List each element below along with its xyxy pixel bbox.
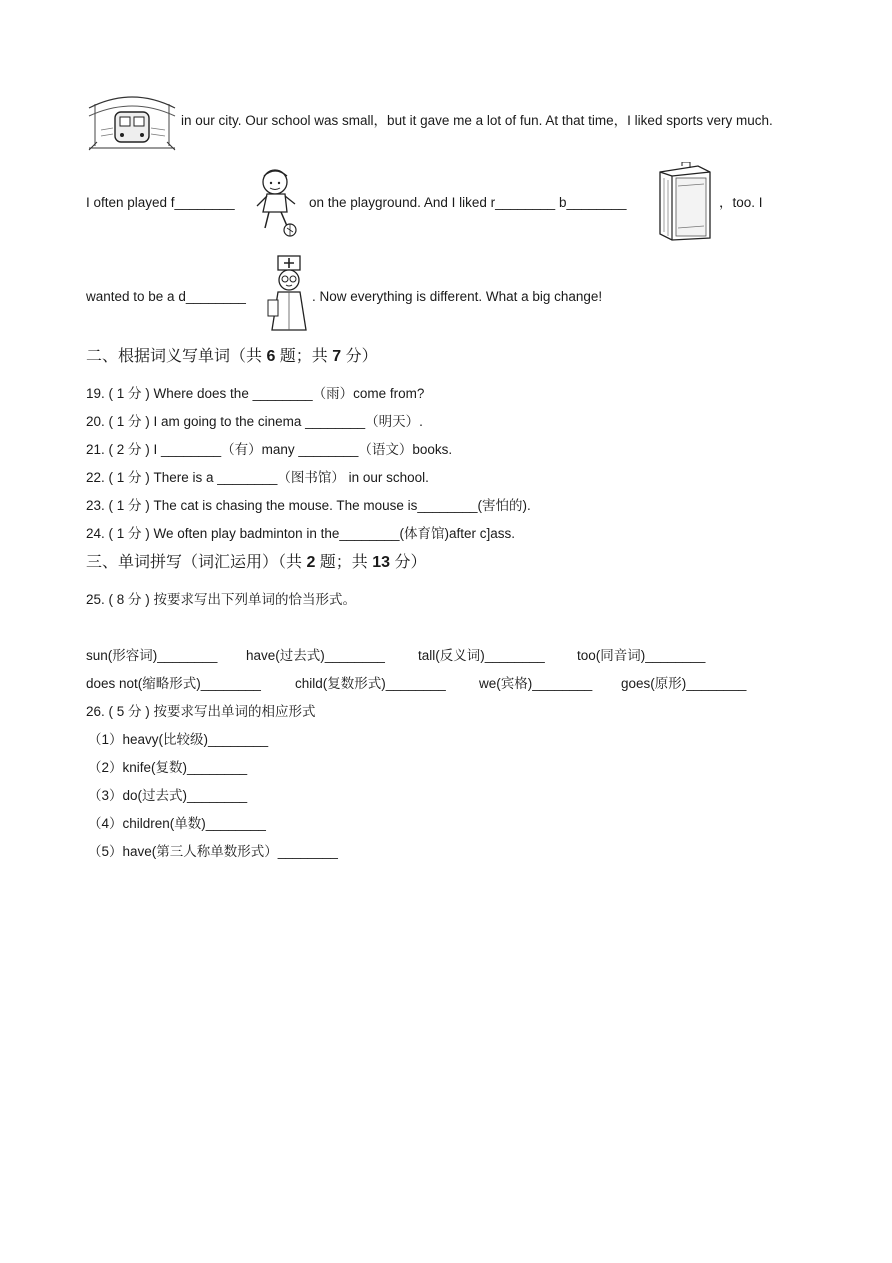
passage-line-3b: . Now everything is different. What a big change! [312,289,603,304]
question-20: 20. ( 1 分 ) I am going to the cinema ________（明天）. [86,414,423,429]
q25-item-does-not: does not(缩略形式)________ [86,676,261,691]
books-icon [654,162,716,242]
q25-item-tall: tall(反义词)________ [418,648,545,663]
passage-line-2a: I often played f________ [86,195,235,210]
section-2-heading: 二、根据词义写单词（共 6 题；共 7 分） [86,348,378,365]
q26-item-3: （3）do(过去式)________ [88,788,248,803]
q26-item-4: （4）children(单数)________ [88,816,266,831]
section-3-heading: 三、单词拼写（词汇运用）（共 2 题；共 13 分） [86,554,427,571]
passage-line-2c: ，too. I [719,195,763,210]
question-25-stem: 25. ( 8 分 ) 按要求写出下列单词的恰当形式。 [86,592,357,607]
q25-item-sun: sun(形容词)________ [86,648,218,663]
boy-playing-football-icon [255,166,301,240]
question-22: 22. ( 1 分 ) There is a ________（图书馆） in our school. [86,470,429,485]
passage-line-1: in our city. Our school was small，but it gave me a lot of fun. At that time，I liked sports very much. [181,113,773,128]
question-23: 23. ( 1 分 ) The cat is chasing the mouse. The mouse is________(害怕的). [86,498,531,513]
question-26-stem: 26. ( 5 分 ) 按要求写出单词的相应形式 [86,704,316,719]
q26-item-5: （5）have(第三人称单数形式）________ [88,844,338,859]
subway-train-icon [87,90,177,152]
q25-item-have: have(过去式)________ [246,648,385,663]
question-21: 21. ( 2 分 ) I ________（有）many ________（语文）books. [86,442,453,457]
question-24: 24. ( 1 分 ) We often play badminton in the________(体育馆)after c]ass. [86,526,515,541]
q25-item-goes: goes(原形)________ [621,676,747,691]
q25-item-child: child(复数形式)________ [295,676,446,691]
doctor-icon [266,254,310,334]
question-19: 19. ( 1 分 ) Where does the ________（雨）come from? [86,386,425,401]
q25-item-too: too(同音词)________ [577,648,706,663]
passage-line-3a: wanted to be a d________ [86,289,246,304]
q25-item-we: we(宾格)________ [479,676,593,691]
passage-line-2b: on the playground. And I liked r________ b________ [309,195,627,210]
q26-item-1: （1）heavy(比较级)________ [88,732,269,747]
q26-item-2: （2）knife(复数)________ [88,760,248,775]
